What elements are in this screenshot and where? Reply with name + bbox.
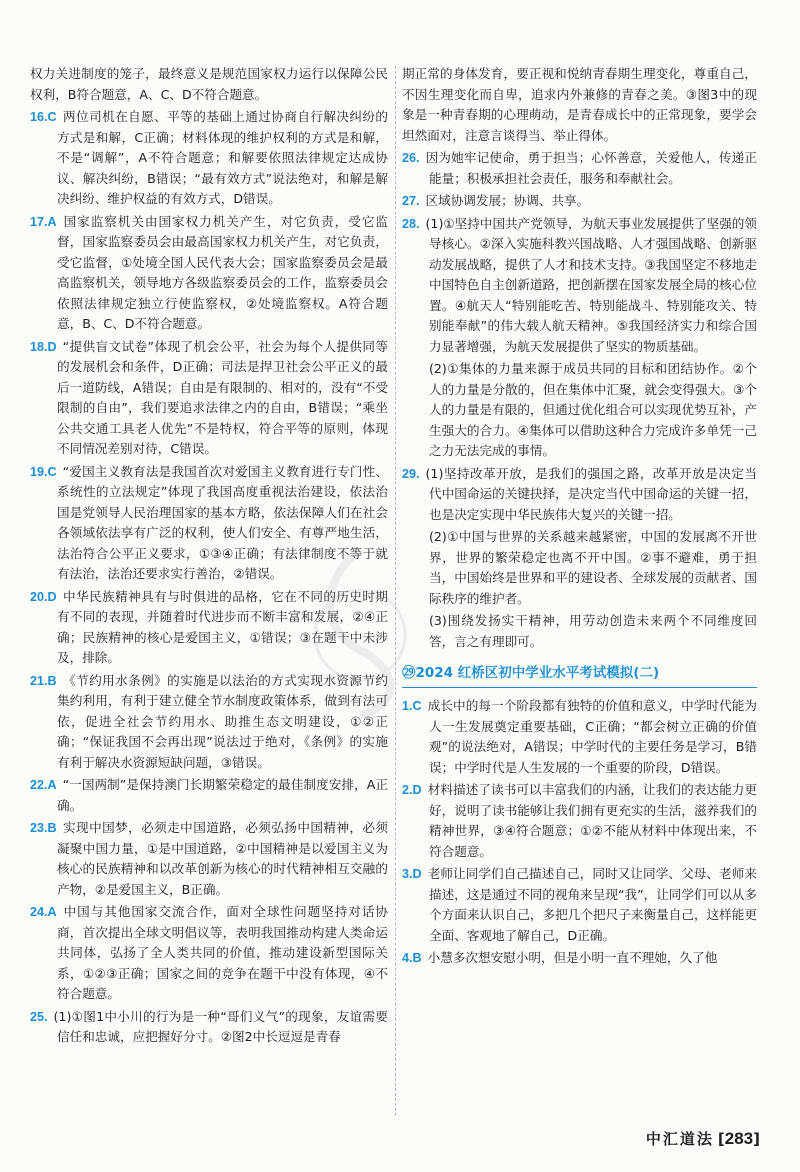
explanation-text: “提供盲文试卷”体现了机会公平，社会为每个人提供同等的发展机会和条件，D正确；司法是捍卫社会公平正义的最后一道防线，A错误；自由是有限制的、相对的，没有“不受限制的自由”，我们要追求法律之内的自由，B错误；“乘坐公共交通工具老人优先”不是特权，符合平等的原则，体现不同情况差别对待，C错误。 [57,338,388,456]
answer-paragraph [402,359,757,462]
footer-brand: 中汇道法 [645,1130,714,1148]
question-number: 29. [402,466,420,481]
explanation-text: 期正常的身体发育，要正视和悦纳青春期生理变化，尊重自己，不因生理变化而自卑，追求内外兼修的青春之美。③图3中的现象是一种青春期的心理萌动，是青春成长中的正常现象，要学会坦然面对，注意言谈得当、举止得体。 [402,66,757,143]
question-number: 2. [402,783,413,797]
explanation-text: 《节约用水条例》的实施是以法治的方式实现水资源节约集约利用，有利于建立健全节水制度政策体系，做到有法可依，促进全社会节约用水、助推生态文明建设，①②正确；“保证我国不会再出现”说法过于绝对，《条例》的实施有利于解决水资源短缺问题，③错误。 [57,672,388,770]
answer-letter: B [47,673,57,688]
question-number: 4. [402,951,413,965]
answer-letter: D [412,867,422,881]
answer-item [30,212,388,335]
page-footer [646,1128,760,1149]
answer-paragraph [30,64,388,105]
question-number: 3. [402,867,413,881]
explanation-text: (1)①坚持中国共产党领导，为航天事业发展提供了坚强的领导核心。②深入实施科教兴国战略、人才强国战略、创新驱动发展战略，提供了人才和技术支持。③我国坚定不移地走中国特色自主创新道路，把创新摆在国家发展全局的核心位置。④航天人“特别能吃苦、特别能战斗、特别能攻关、特别能奉献”的伟大载人航天精神。⑤我国经济实力和综合国力显著增强，为航天发展提供了坚实的物质基础。 [425,215,757,354]
section-title: ㉙2024 红桥区初中学业水平考试模拟(二) [402,660,757,688]
question-number: 17. [30,214,48,229]
answer-paragraph [402,64,757,146]
explanation-text: 区域协调发展；协调、共享。 [425,193,590,208]
page-bracket-open: [ [717,1130,725,1148]
answer-letter: B [47,821,57,835]
explanation-text: 国家监察机关由国家权力机关产生，对它负责，受它监督，国家监察委员会由最高国家权力机关产生，对它负责，受它监督，①处境全国人民代表大会；国家监察委员会是最高监察机关，领导地方各级监察委员会的工作，监察委员会依照法律规定独立行使监察权，②处境监察权。A符合题意，B、C、D不符合题意。 [57,213,388,331]
question-number: 26. [402,151,420,165]
explanation-text: 实现中国梦，必须走中国道路，必须弘扬中国精神，必须凝聚中国力量，①是中国道路，②中国精神是以爱国主义为核心的民族精神和以改革创新为核心的时代精神相互交融的产物，②是爱国主义，B正确。 [57,820,388,897]
answer-letter: A [47,214,57,229]
explanation-text: 中国与其他国家交流合作，面对全球性问题坚持对话协商，首次提出全球文明倡议等，表明我国推动构建人类命运共同体，弘扬了全人类共同的价值，推动建设新型国际关系，①②③正确；国家之间的竞争在题干中没有体现，④不符合题意。 [57,904,388,1001]
answer-item [30,1007,388,1048]
answer-letter: C [47,110,57,124]
page-bracket-close: ] [753,1130,760,1148]
answer-letter: D [412,783,422,797]
explanation-text: 两位司机在自愿、平等的基础上通过协商自行解决纠纷的方式是和解，C正确；材料体现的维护权利的方式是和解，不是“调解”，A不符合题意；和解要依照法律规定达成协议、解决纠纷，B错误；“最有效方式”说法绝对，和解是解决纠纷、维护权益的有效方式，D错误。 [57,109,388,206]
answer-letter: B [412,951,422,965]
answer-paragraph [402,527,757,609]
answer-letter: C [412,699,422,713]
answer-item [402,948,757,969]
answer-item [30,902,388,1005]
question-number: 20. [30,589,48,604]
question-number: 22. [30,778,48,792]
question-number: 25. [30,1009,48,1024]
explanation-text: “一国两制”是保持澳门长期繁荣稳定的最佳制度安排，A正确。 [57,777,388,813]
answer-item [30,818,388,900]
explanation-text: 材料描述了读书可以丰富我们的内涵，让我们的表达能力更好，说明了读书能够让我们拥有更充实的生活，滋养我们的精神世界，③④符合题意；①②不能从材料中体现出来，不符合题意。 [427,782,757,859]
explanation-text: 成长中的每一个阶段都有独特的价值和意义，中学时代能为人一生发展奠定重要基础，C正确；“都会树立正确的价值观”的说法绝对，A错误；中学时代的主要任务是学习，B错误；中学时代是人生发展的一个重要的阶段，D错误。 [427,698,757,775]
right-column [402,64,757,1112]
answer-item [402,696,757,778]
answer-letter: A [47,778,57,792]
answer-item [30,337,388,460]
answer-item [30,107,388,210]
answer-item [402,780,757,862]
answer-item [402,864,757,946]
answer-letter: A [47,905,57,919]
explanation-text: “爱国主义教育法是我国首次对爱国主义教育进行专门性、系统性的立法规定”体现了我国高度重视法治建设，依法治国是党领导人民治理国家的基本方略，依法保障人们在社会各领域依法享有广泛的权利，使人们安全、有尊严地生活，法治符合公平正义要求，①③④正确；有法律制度不等于就有法治，法治还要求实行善治，②错误。 [57,463,388,581]
explanation-text: (2)①集体的力量来源于成员共同的目标和团结协作。②个人的力量是分散的，但在集体中汇聚，就会变得强大。③个人的力量是有限的，但通过优化组合可以实现优势互补，产生强大的合力。④集体可以借助这种合力完成许多单凭一己之力无法完成的事情。 [429,361,757,458]
page-number: 283 [724,1129,754,1148]
answer-letter: D [47,589,57,604]
question-number: 23. [30,821,48,835]
explanation-text: 老师让同学们自己描述自己，同时又让同学、父母、老师来描述，这是通过不同的视角来呈现“我”，让同学们可以从多个方面来认识自己，多把几个把尺子来衡量自己，这样能更全面、客观地了解自己，D正确。 [427,866,757,943]
answer-item [402,148,757,189]
answer-letter: C [47,464,57,479]
explanation-text: (2)①中国与世界的关系越来越紧密，中国的发展离不开世界，世界的繁荣稳定也离不开中国。②事不避难，勇于担当，中国始终是世界和平的建设者、全球发展的贡献者、国际秩序的维护者。 [429,529,757,606]
explanation-text: (1)①图1中小川的行为是一种“哥们义气”的现象，友谊需要信任和忠诚，应把握好分寸。②图2中长逗逗是青春 [53,1008,388,1044]
explanation-text: 中华民族精神具有与时俱进的品格，它在不同的历史时期有不同的表现，并随着时代进步而不断丰富和发展，②④正确；民族精神的核心是爱国主义，①错误；③在题干中未涉及，排除。 [57,588,388,665]
answer-item [402,214,757,358]
question-number: 24. [30,905,48,919]
question-number: 16. [30,110,48,124]
question-number: 21. [30,673,48,688]
explanation-text: 小慧多次想安慰小明，但是小明一直不理她，久了他 [427,950,718,965]
answer-item [402,191,757,212]
answer-item [402,464,757,526]
explanation-text: (1)坚持改革开放，是我们的强国之路，改革开放是决定当代中国命运的关键抉择，是决定当代中国命运的关键一招，也是决定实现中华民族伟大复兴的关键一招。 [425,465,757,522]
question-number: 18. [30,339,48,354]
explanation-text: (3)围绕发扬实干精神，用劳动创造未来两个不同维度回答，言之有理即可。 [429,613,757,649]
explanation-text: 权力关进制度的笼子，最终意义是规范国家权力运行以保障公民权利，B符合题意，A、C、D不符合题意。 [30,66,388,102]
answer-item [30,775,388,816]
watermark-seal-icon [300,540,420,720]
answer-letter: D [47,339,57,354]
question-number: 27. [402,194,420,208]
question-number: 1. [402,699,413,713]
question-number: 19. [30,464,48,479]
explanation-text: 因为她牢记使命，勇于担当；心怀善意，关爱他人，传递正能量；积极承担社会责任，服务和奉献社会。 [425,150,757,186]
question-number: 28. [402,216,420,231]
answer-paragraph [402,611,757,652]
